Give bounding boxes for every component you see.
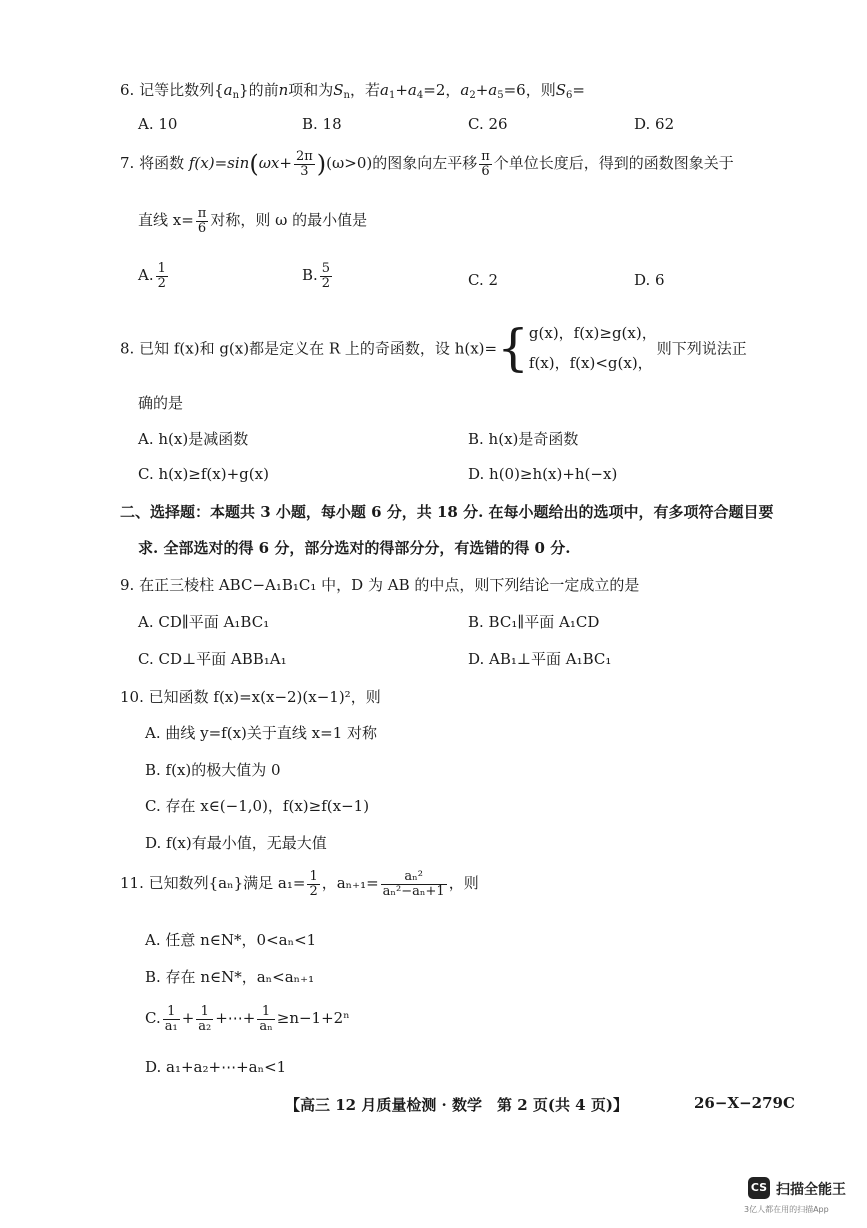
- q7-option-a: A. $\frac{1}{2}$: [138, 261, 166, 291]
- q6-stem: 6. 记等比数列$\{a_n\}$的前n项和为$S_n$，若$a_1+a_4=2$，$a_2+a_5=6$，则$S_6=$: [120, 81, 585, 101]
- fraction: $\frac{2\pi}{3}$: [295, 149, 313, 179]
- q6-option-c: C. 26: [468, 115, 508, 133]
- q6-option-d: D. 62: [634, 115, 675, 133]
- q10-option-d: D. f(x)有最小值，无最大值: [145, 834, 327, 852]
- fraction: $\frac{1}{2}$: [309, 869, 318, 899]
- scanner-watermark: [744, 1177, 848, 1223]
- q9-option-b: B. BC₁∥平面 A₁CD: [468, 613, 600, 631]
- watermark-app-name: 扫描全能王: [776, 1182, 846, 1198]
- q11-option-a: A. 任意 n∈N*，0<aₙ<1: [145, 931, 317, 949]
- page-footer: 【高三 12 月质量检测 · 数学 第 2 页(共 4 页)】: [285, 1096, 628, 1114]
- q10-stem: 10. 已知函数 f(x)=x(x−2)(x−1)²，则: [120, 688, 381, 706]
- fraction: $\frac{\pi}{6}$: [197, 206, 207, 236]
- q11-option-d: D. a₁+a₂+⋯+aₙ<1: [145, 1058, 287, 1076]
- q11-option-b: B. 存在 n∈N*，aₙ<aₙ₊₁: [145, 968, 315, 986]
- fraction: $\frac{\pi}{6}$: [481, 149, 490, 179]
- q7-option-d: D. 6: [634, 271, 665, 289]
- q10-option-b: B. f(x)的极大值为 0: [145, 761, 281, 779]
- q7-option-c: C. 2: [468, 271, 499, 289]
- q8-option-b: B. h(x)是奇函数: [468, 430, 579, 448]
- q6-option-a: A. 10: [138, 115, 178, 133]
- camscanner-logo-icon: CS: [748, 1177, 770, 1199]
- section2-instructions-line1: 二、选择题：本题共 3 小题，每小题 6 分，共 18 分. 在每小题给出的选项中，有多项符合题目要: [120, 503, 774, 521]
- q10-option-a: A. 曲线 y=f(x)关于直线 x=1 对称: [145, 724, 378, 742]
- q8-stem-line1: 8. 已知 f(x)和 g(x)都是定义在 R 上的奇函数，设 h(x)={ g(x)，f(x)≥g(x)， f(x)，f(x)<g(x)， 则下列说法正: [120, 319, 747, 377]
- q11-stem: 11. 已知数列{aₙ}满足 a₁= $\frac{1}{2}$ ，aₙ₊₁= $\frac{\text{aₙ²}}{\text{aₙ²−aₙ+1}}$ ，则: [120, 869, 479, 899]
- q9-option-d: D. AB₁⊥平面 A₁BC₁: [468, 650, 612, 668]
- q9-stem: 9. 在正三棱柱 ABC−A₁B₁C₁ 中，D 为 AB 的中点，则下列结论一定成立的是: [120, 576, 640, 594]
- q11-option-c: C. $\frac{1}{\text{a₁}}$ + $\frac{1}{\text{a₂}}$ +⋯+ $\frac{1}{\text{aₙ}}$ ≥n−1+2ⁿ: [145, 1004, 350, 1034]
- q8-option-c: C. h(x)≥f(x)+g(x): [138, 465, 269, 483]
- q7-stem-line2: 直线 x= $\frac{\pi}{6}$ 对称，则 ω 的最小值是: [138, 206, 368, 236]
- q7-option-b: B. $\frac{5}{2}$: [302, 261, 331, 291]
- paper-code: 26−X−279C: [694, 1094, 795, 1112]
- q9-option-c: C. CD⊥平面 ABB₁A₁: [138, 650, 287, 668]
- q6-option-b: B. 18: [302, 115, 342, 133]
- section2-instructions-line2: 求. 全部选对的得 6 分，部分选对的得部分分，有选错的得 0 分.: [138, 539, 571, 557]
- watermark-tagline: 3亿人都在用的扫描App: [744, 1205, 829, 1214]
- fraction: $\frac{\text{aₙ²}}{\text{aₙ²−aₙ+1}}$: [382, 869, 445, 899]
- q7-stem-line1: 7. 将函数 f(x)=sin(ωx+ $\frac{2\pi}{3}$ )(ω>0)的图象向左平移 $\frac{\pi}{6}$ 个单位长度后，得到的函数图象关于: [120, 149, 734, 179]
- q9-option-a: A. CD∥平面 A₁BC₁: [138, 613, 270, 631]
- q8-option-a: A. h(x)是减函数: [138, 430, 249, 448]
- q10-option-c: C. 存在 x∈(−1,0)，f(x)≥f(x−1): [145, 797, 370, 815]
- q8-stem-line2: 确的是: [138, 394, 184, 412]
- q8-option-d: D. h(0)≥h(x)+h(−x): [468, 465, 618, 483]
